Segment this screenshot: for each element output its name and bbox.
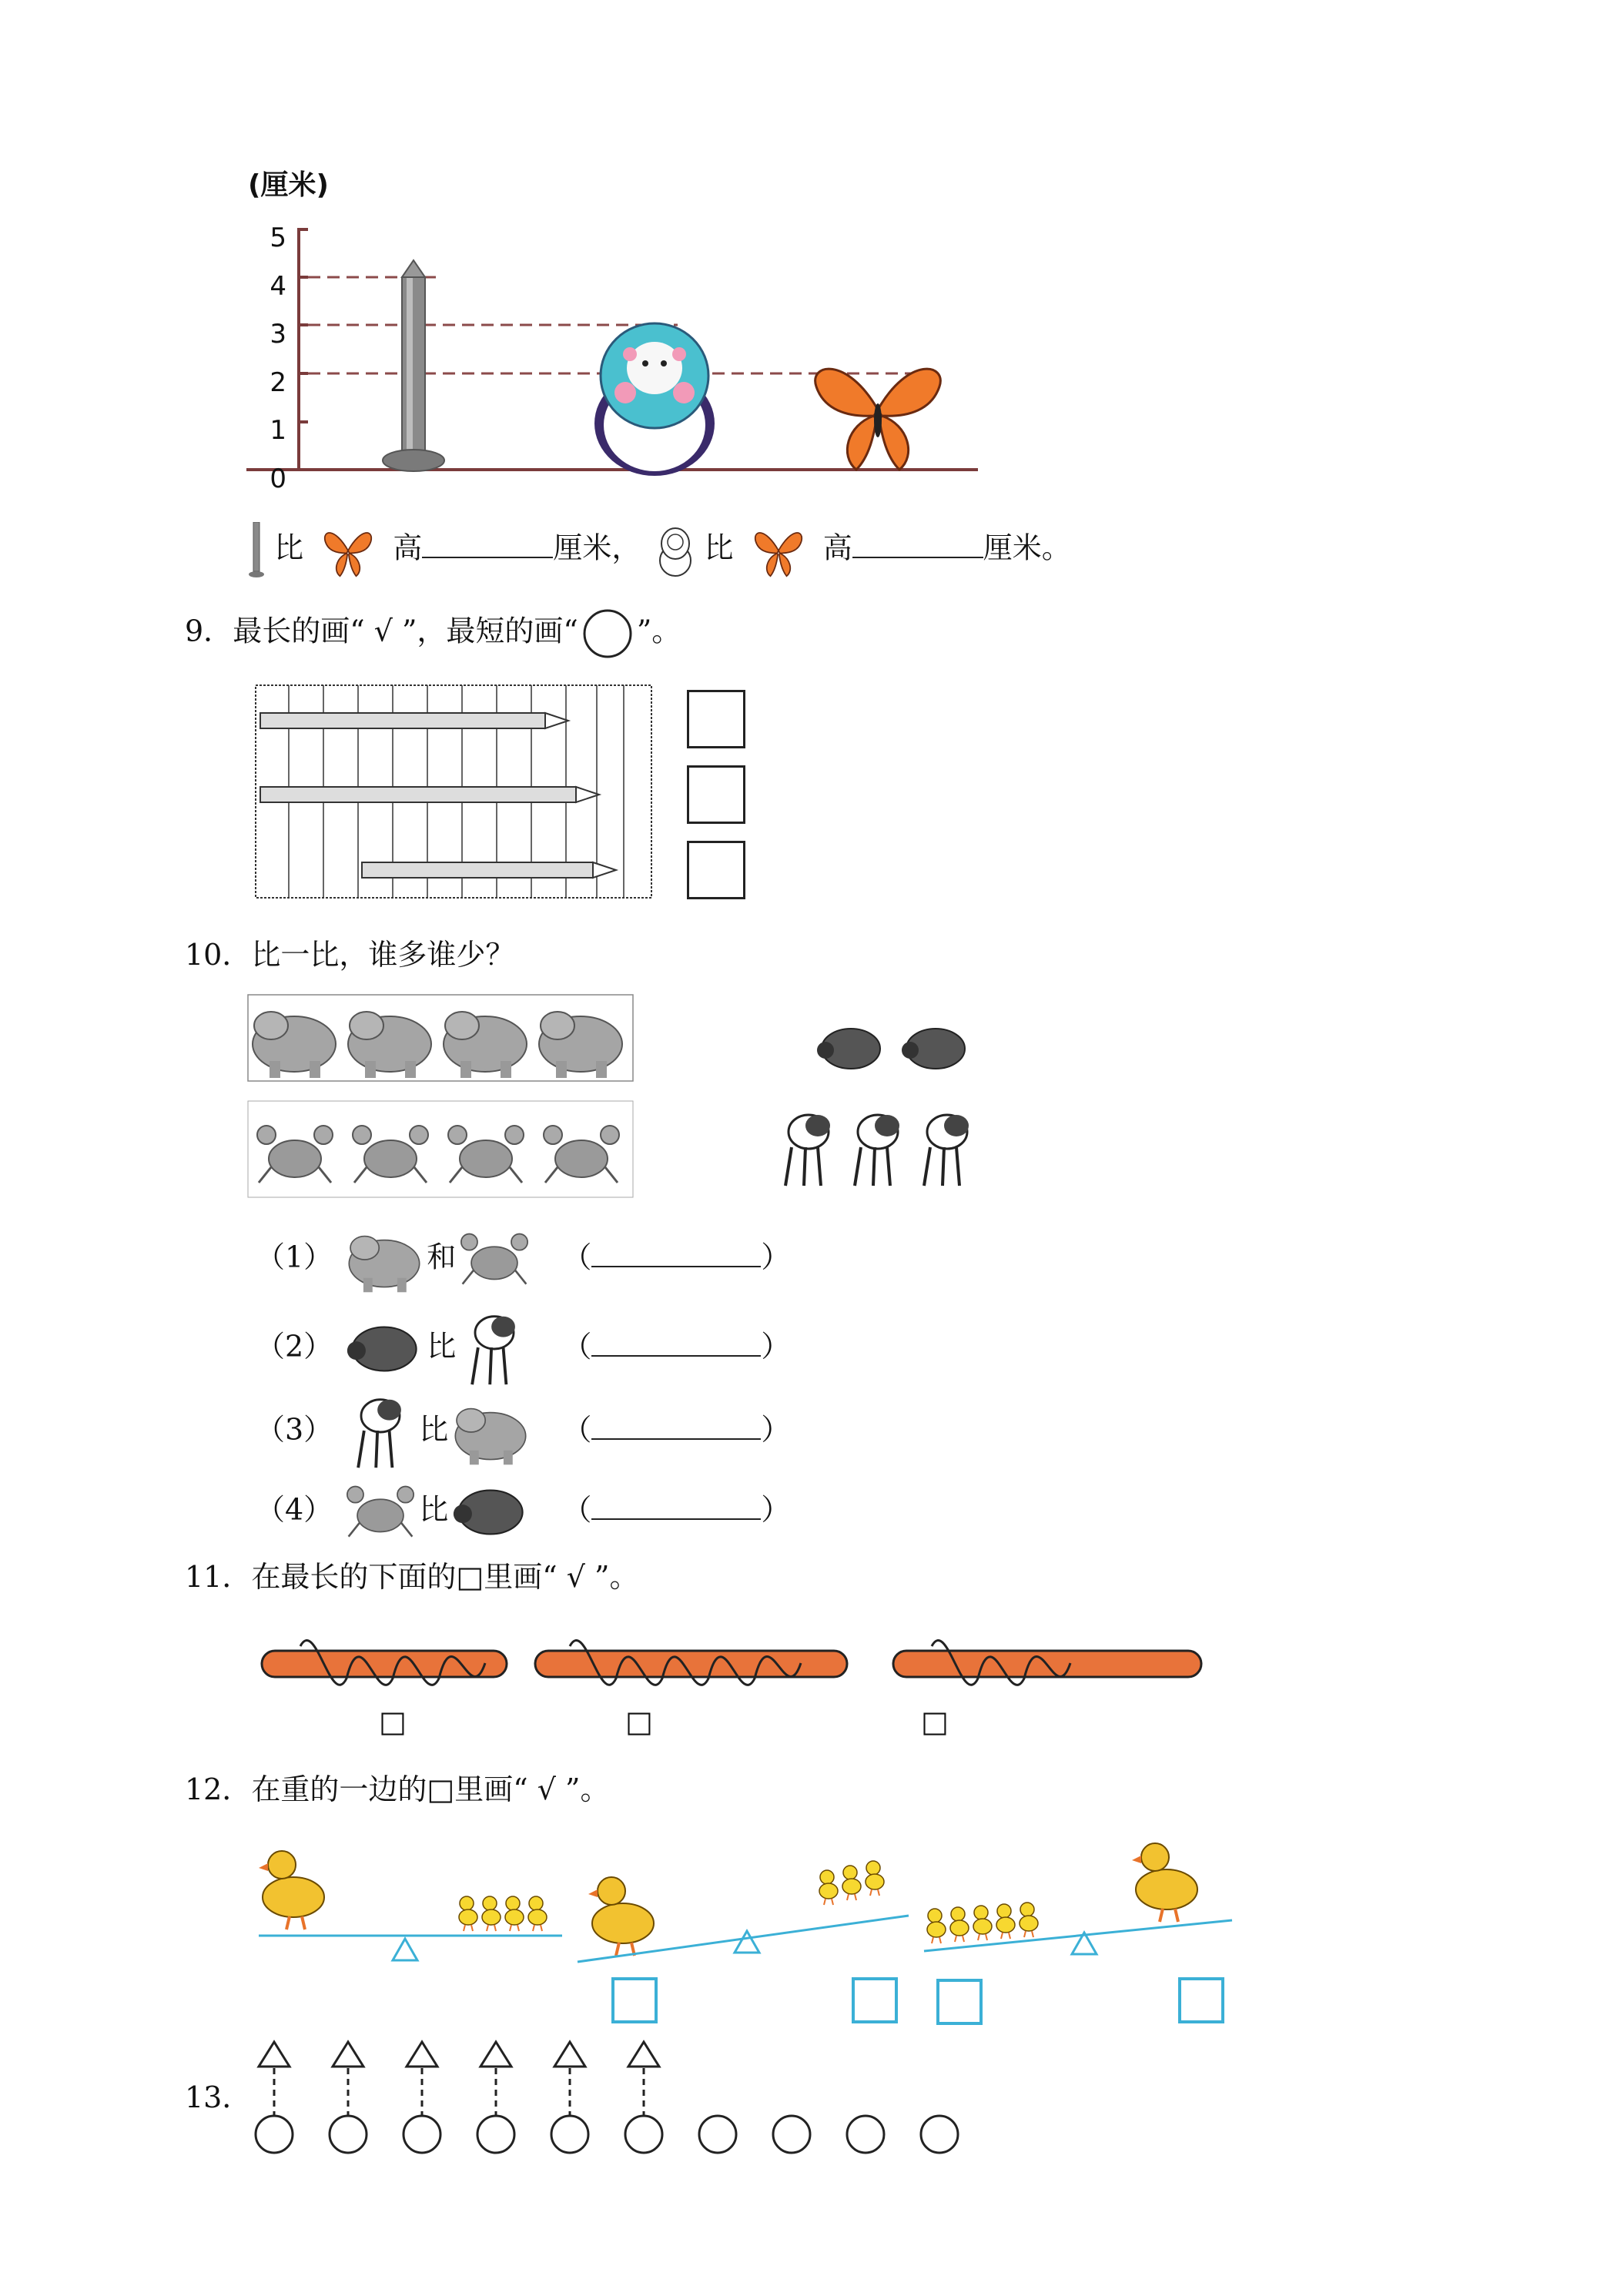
answer-box[interactable]	[687, 690, 745, 748]
gao-word: 高	[822, 530, 852, 565]
chart-axes	[231, 162, 1001, 485]
q10-item-word: 比	[427, 1329, 457, 1364]
answer-box[interactable]	[687, 841, 745, 899]
tick-label: 0	[270, 463, 286, 494]
unit-label: (厘米)	[248, 169, 329, 201]
q10-prompt	[185, 938, 514, 972]
answer-blank[interactable]	[852, 557, 983, 558]
stick-2	[535, 1640, 847, 1685]
q12-number: 12．	[185, 1772, 252, 1806]
tick-label: 4	[270, 270, 286, 302]
answer-box[interactable]	[1178, 1977, 1224, 2023]
q9-prompt	[185, 608, 681, 659]
q9-text-b: ”。	[636, 614, 681, 648]
check-box[interactable]: □	[625, 1705, 653, 1739]
q10-text: 比一比，谁多谁少？	[251, 938, 515, 972]
stick-3	[893, 1640, 1201, 1685]
paren-open: （	[562, 1240, 592, 1274]
q11-number: 11．	[185, 1560, 252, 1594]
butterfly-image	[815, 369, 941, 470]
q10-item-1	[256, 1226, 790, 1294]
triangles-circles	[246, 2036, 970, 2159]
q10-item-word: 比	[419, 1492, 449, 1527]
answer-box[interactable]	[687, 765, 745, 824]
doll-image	[594, 323, 715, 476]
q10-item-word: 和	[427, 1240, 457, 1274]
gao-word: 高	[393, 530, 423, 565]
q13-number: 13．	[185, 2080, 252, 2114]
answer-blank[interactable]	[591, 1266, 761, 1267]
paren-close: ）	[761, 1329, 791, 1364]
answer-blank[interactable]	[591, 1438, 761, 1440]
paren-close: ）	[761, 1492, 791, 1527]
answer-box[interactable]	[611, 1977, 658, 2023]
q10-item-label: （4）	[256, 1492, 333, 1527]
answer-blank[interactable]	[422, 557, 553, 558]
pencil-1	[260, 713, 568, 728]
paren-close: ）	[761, 1240, 791, 1274]
dog-icon	[342, 1394, 419, 1471]
pencil-2	[260, 787, 599, 802]
paren-open: （	[562, 1412, 592, 1447]
q10-item-word: 比	[419, 1412, 449, 1447]
hippo-icon	[342, 1226, 427, 1294]
height-chart	[231, 162, 1001, 494]
unit-word: 厘米，	[553, 530, 641, 565]
nail-image	[383, 260, 444, 471]
q9-number: 9．	[185, 614, 233, 648]
bi-word: 比	[274, 530, 304, 565]
unit-end-word: 厘米。	[983, 530, 1071, 565]
q12-prompt	[185, 1772, 610, 1806]
pencil-grid	[254, 684, 655, 901]
q10-item-label: （3）	[256, 1412, 333, 1447]
q10-item-4	[256, 1478, 790, 1546]
butterfly-icon	[748, 524, 809, 577]
ladybug-icon	[342, 1322, 427, 1376]
answer-blank[interactable]	[591, 1518, 761, 1520]
ladybug-icon	[448, 1485, 533, 1539]
sticks-picture	[254, 1617, 1224, 1709]
q10-item-label: （1）	[256, 1240, 333, 1274]
doll-icon	[656, 524, 695, 577]
q11-text: 在最长的下面的□里画“ √ ”。	[251, 1560, 639, 1594]
stick-1	[262, 1640, 507, 1685]
check-box[interactable]: □	[921, 1705, 949, 1739]
paren-open: （	[562, 1492, 592, 1527]
butterfly-icon	[317, 524, 379, 577]
nail-icon	[248, 522, 265, 579]
hippo-icon	[448, 1398, 533, 1466]
paren-close: ）	[761, 1412, 791, 1447]
q11-prompt	[185, 1560, 639, 1594]
tick-label: 3	[270, 319, 286, 350]
answer-blank[interactable]	[591, 1355, 761, 1357]
tick-label: 2	[270, 366, 286, 398]
paren-open: （	[562, 1329, 592, 1364]
q10-item-2	[256, 1310, 790, 1387]
crab-icon	[342, 1478, 419, 1546]
check-box[interactable]: □	[379, 1705, 407, 1739]
crab-icon	[456, 1226, 533, 1294]
answer-box[interactable]	[936, 1979, 983, 2025]
bi-word: 比	[704, 530, 734, 565]
balance-picture	[254, 1836, 1240, 2028]
tick-label: 5	[270, 223, 286, 253]
q8-sentence	[248, 522, 1071, 579]
q10-item-3	[256, 1394, 790, 1471]
tick-labels	[256, 214, 286, 503]
pencil-3	[362, 862, 616, 878]
q9-text-a: 最长的画“ √ ”，最短的画“	[233, 614, 578, 648]
q10-item-label: （2）	[256, 1329, 333, 1364]
q12-text: 在重的一边的□里画“ √ ”。	[251, 1772, 610, 1806]
tick-label: 1	[270, 415, 286, 446]
circle-icon	[578, 608, 637, 659]
q10-number: 10．	[185, 938, 252, 972]
animals-picture	[246, 993, 986, 1201]
answer-box[interactable]	[852, 1977, 898, 2023]
dog-icon	[456, 1310, 533, 1387]
